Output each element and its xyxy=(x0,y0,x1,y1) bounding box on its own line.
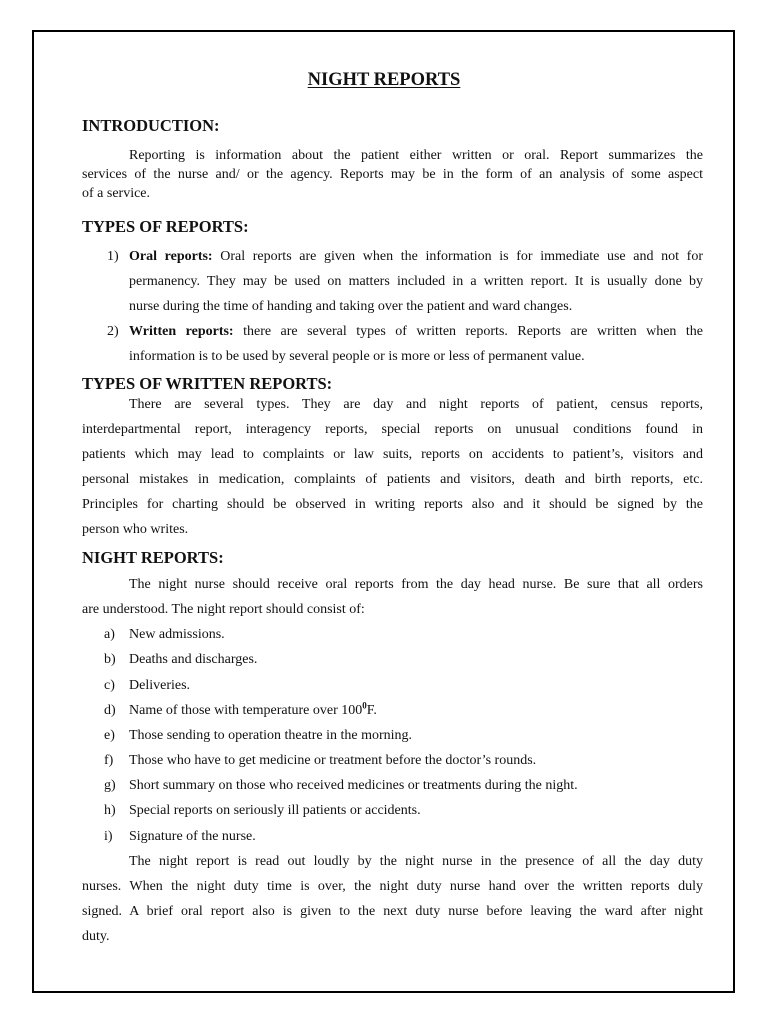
introduction-line: Reporting is information about the patient either written or oral. Report summarizes the xyxy=(129,148,703,163)
types-of-written-reports-heading: TYPES OF WRITTEN REPORTS: xyxy=(82,374,333,393)
report-item-text: there are several types of written reports. Reports are written when the xyxy=(233,324,704,339)
list-item: Deaths and discharges. xyxy=(129,652,258,667)
written-reports-line: patients which may lead to complaints or law suits, reports on accidents to patient’s, visitors and xyxy=(82,447,703,462)
night-reports-intro-line: are understood. The night report should consist of: xyxy=(82,602,365,617)
night-reports-heading: NIGHT REPORTS: xyxy=(82,548,224,567)
list-item-text: Name of those with temperature over 100 xyxy=(129,703,363,718)
list-item xyxy=(129,702,377,720)
list-item-letter: a) xyxy=(104,627,115,642)
written-reports-line: person who writes. xyxy=(82,522,189,537)
written-reports-line: There are several types. They are day and night reports of patient, census reports, xyxy=(129,397,703,412)
list-item-letter: e) xyxy=(104,728,115,743)
written-reports-line: Principles for charting should be observed in writing reports also and it should be signed by the xyxy=(82,497,703,512)
report-item-line: permanency. They may be used on matters included in a written report. It is usually done by xyxy=(129,274,703,289)
report-item-lead: Written reports: xyxy=(129,324,234,339)
night-reports-closing-line: duty. xyxy=(82,929,110,944)
list-item: Deliveries. xyxy=(129,678,191,693)
report-item-number: 2) xyxy=(107,324,119,339)
degree-superscript: 0 xyxy=(362,700,367,711)
report-item-number: 1) xyxy=(107,249,119,264)
list-item: Those sending to operation theatre in the morning. xyxy=(129,728,413,743)
night-reports-closing-line: nurses. When the night duty time is over, the night duty nurse hand over the written reports duly xyxy=(82,879,703,894)
page-title: NIGHT REPORTS xyxy=(307,70,461,90)
list-item-letter: f) xyxy=(104,753,114,768)
list-item: Signature of the nurse. xyxy=(129,829,256,844)
report-item-text: Oral reports are given when the information is for immediate use and not for xyxy=(212,249,703,264)
written-reports-line: interdepartmental report, interagency reports, special reports on unusual conditions found in xyxy=(82,422,703,437)
report-item-line: nurse during the time of handing and taking over the patient and ward changes. xyxy=(129,299,573,314)
list-item: Special reports on seriously ill patients or accidents. xyxy=(129,803,421,818)
list-item-letter: b) xyxy=(104,652,116,667)
list-item: Short summary on those who received medicines or treatments during the night. xyxy=(129,778,578,793)
night-reports-closing-line: The night report is read out loudly by the night nurse in the presence of all the day duty xyxy=(129,854,703,869)
introduction-line: of a service. xyxy=(82,186,151,201)
night-reports-intro-line: The night nurse should receive oral reports from the day head nurse. Be sure that all orders xyxy=(129,577,703,592)
report-item-line: information is to be used by several people or is more or less of permanent value. xyxy=(129,349,585,364)
report-item-first-line xyxy=(129,323,703,341)
list-item-letter: h) xyxy=(104,803,116,818)
introduction-line: services of the nurse and/ or the agency. Reports may be in the form of an analysis of some aspect xyxy=(82,167,703,182)
list-item: Those who have to get medicine or treatment before the doctor’s rounds. xyxy=(129,753,537,768)
written-reports-line: personal mistakes in medication, complaints of patients and visitors, death and birth reports, etc. xyxy=(82,472,703,487)
night-reports-closing-line: signed. A brief oral report also is given to the next duty nurse before leaving the ward after night xyxy=(82,904,703,919)
list-item: New admissions. xyxy=(129,627,225,642)
list-item-text-end: F. xyxy=(366,703,377,718)
report-item-first-line xyxy=(129,248,703,266)
types-of-reports-heading: TYPES OF REPORTS: xyxy=(82,217,249,236)
list-item-letter: i) xyxy=(104,829,113,844)
list-item-letter: g) xyxy=(104,778,116,793)
list-item-letter: c) xyxy=(104,678,115,693)
introduction-heading: INTRODUCTION: xyxy=(82,116,220,135)
list-item-letter: d) xyxy=(104,703,116,718)
report-item-lead: Oral reports: xyxy=(129,249,213,264)
